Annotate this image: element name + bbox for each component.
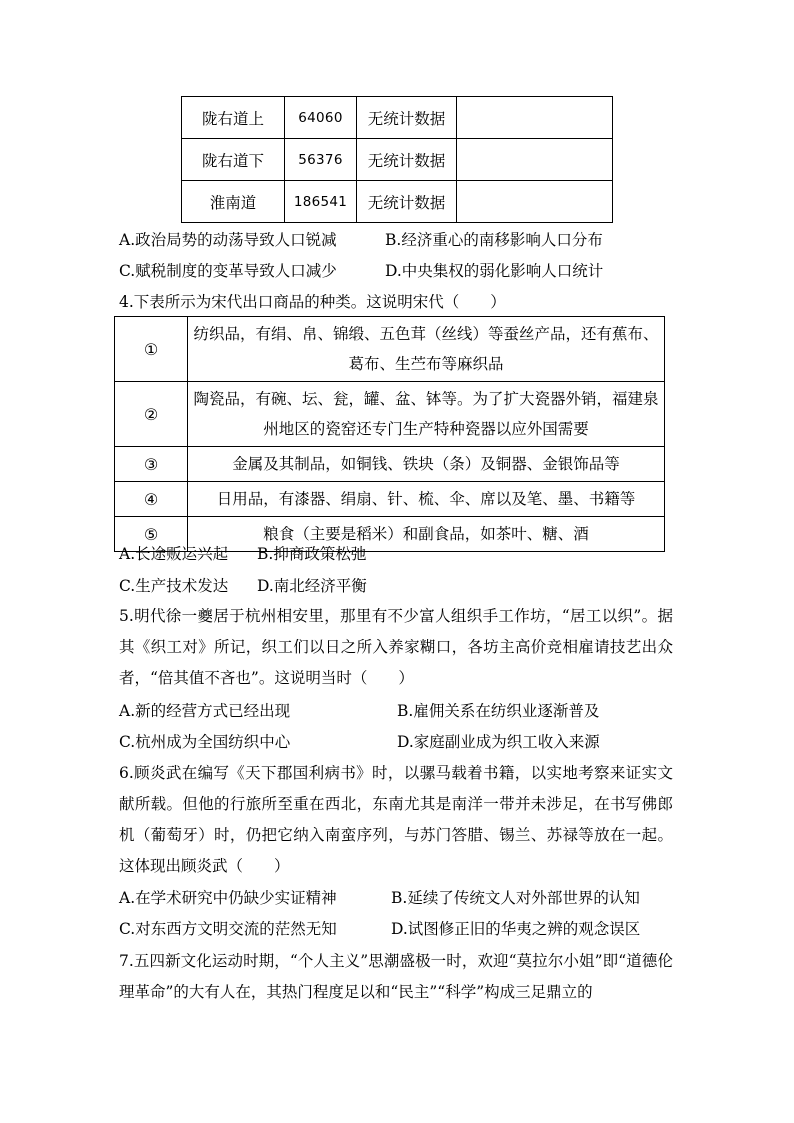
table-cell: [457, 139, 613, 181]
q5-option-d: D.家庭副业成为织工收入来源: [397, 733, 600, 751]
q5-option-a: A.新的经营方式已经出现: [119, 702, 291, 720]
q4-option-c: C.生产技术发达: [119, 577, 229, 595]
q6-option-b: B.延续了传统文人对外部世界的认知: [391, 889, 640, 907]
q7-stem: 7.五四新文化运动时期，“个人主义”思潮盛极一时，欢迎“莫拉尔小姐”即“道德伦理革命”的大有人在，其热门程度足以和“民主”“科学”构成三足鼎立的: [119, 952, 673, 1001]
table-cell-num: ③: [115, 447, 188, 482]
table-row: [182, 139, 613, 181]
q4-option-b: B.抑商政策松弛: [257, 545, 367, 563]
table-cell-num: ⑤: [115, 517, 188, 552]
q6-option-a: A.在学术研究中仍缺少实证精神: [119, 889, 337, 907]
table-cell-num: ②: [115, 382, 188, 447]
table-cell-text: 日用品，有漆器、绢扇、针、梳、伞、席以及笔、墨、书籍等: [188, 482, 665, 517]
table-cell: 陇右道下: [182, 139, 285, 181]
table-cell: [457, 181, 613, 223]
q6-option-d: D.试图修正旧的华夷之辨的观念误区: [391, 920, 641, 938]
q5-stem: 5.明代徐一夔居于杭州相安里，那里有不少富人组织手工作坊，“居工以织”。据其《织工对》所记，织工们以日之所入养家糊口，各坊主高价竞相雇请技艺出众者，“倍其值不吝也”。这说明当时（ ）: [119, 607, 673, 687]
table-cell: 64060: [285, 97, 357, 139]
q4-options-row1: [119, 543, 366, 565]
table-cell-text: 纺织品，有绢、帛、锦缎、五色茸（丝线）等蚕丝产品，还有蕉布、葛布、生苎布等麻织品: [188, 317, 665, 382]
q3-option-c: C.赋税制度的变革导致人口减少: [119, 262, 337, 280]
q5-option-b: B.雇佣关系在纺织业逐渐普及: [397, 702, 600, 720]
table-cell: 56376: [285, 139, 357, 181]
table-cell-num: ④: [115, 482, 188, 517]
table-cell: 无统计数据: [357, 181, 457, 223]
table-row: [115, 317, 665, 382]
q3-option-d: D.中央集权的弱化影响人口统计: [385, 262, 604, 280]
q4-option-a: A.长途贩运兴起: [119, 545, 229, 563]
population-table: [181, 96, 613, 223]
table-cell-text: 金属及其制品，如铜钱、铁块（条）及铜器、金银饰品等: [188, 447, 665, 482]
q6-options-row2: [119, 918, 640, 940]
table-row: [115, 482, 665, 517]
q5-options-row1: [119, 700, 599, 722]
table-cell-text: 粮食（主要是稻米）和副食品，如茶叶、糖、酒: [188, 517, 665, 552]
q6-options-row1: [119, 887, 640, 909]
table-row: [182, 181, 613, 223]
table-row: [182, 97, 613, 139]
table-cell: 陇右道上: [182, 97, 285, 139]
q3-options-row1: [119, 229, 603, 251]
table-cell: 无统计数据: [357, 139, 457, 181]
table-row: [115, 447, 665, 482]
table-cell-text: 陶瓷品，有碗、坛、瓮，罐、盆、钵等。为了扩大瓷器外销，福建泉州地区的瓷窑还专门生产特种瓷器以应外国需要: [188, 382, 665, 447]
table-cell: 淮南道: [182, 181, 285, 223]
table-cell-num: ①: [115, 317, 188, 382]
q5-options-row2: [119, 731, 600, 753]
q4-stem: 4.下表所示为宋代出口商品的种类。这说明宋代（ ）: [119, 293, 506, 311]
q6-option-c: C.对东西方文明交流的茫然无知: [119, 920, 337, 938]
q3-option-b: B.经济重心的南移影响人口分布: [385, 231, 603, 249]
table-cell: 186541: [285, 181, 357, 223]
table-cell: 无统计数据: [357, 97, 457, 139]
table-cell: [457, 97, 613, 139]
table-row: [115, 382, 665, 447]
q5-option-c: C.杭州成为全国纺织中心: [119, 733, 291, 751]
q4-option-d: D.南北经济平衡: [257, 577, 367, 595]
q3-option-a: A.政治局势的动荡导致人口锐减: [119, 231, 337, 249]
export-goods-table: [114, 316, 665, 552]
q3-options-row2: [119, 260, 603, 282]
q6-stem: 6.顾炎武在编写《天下郡国利病书》时，以骡马载着书籍，以实地考察来证实文献所载。但他的行旅所至重在西北，东南尤其是南洋一带并未涉足，在书写佛郎机（葡萄牙）时，仍把它纳入南蛮序列，与苏门答腊、锡兰、苏禄等放在一起。这体现出顾炎武（ ）: [119, 764, 673, 875]
q4-options-row2: [119, 575, 367, 597]
